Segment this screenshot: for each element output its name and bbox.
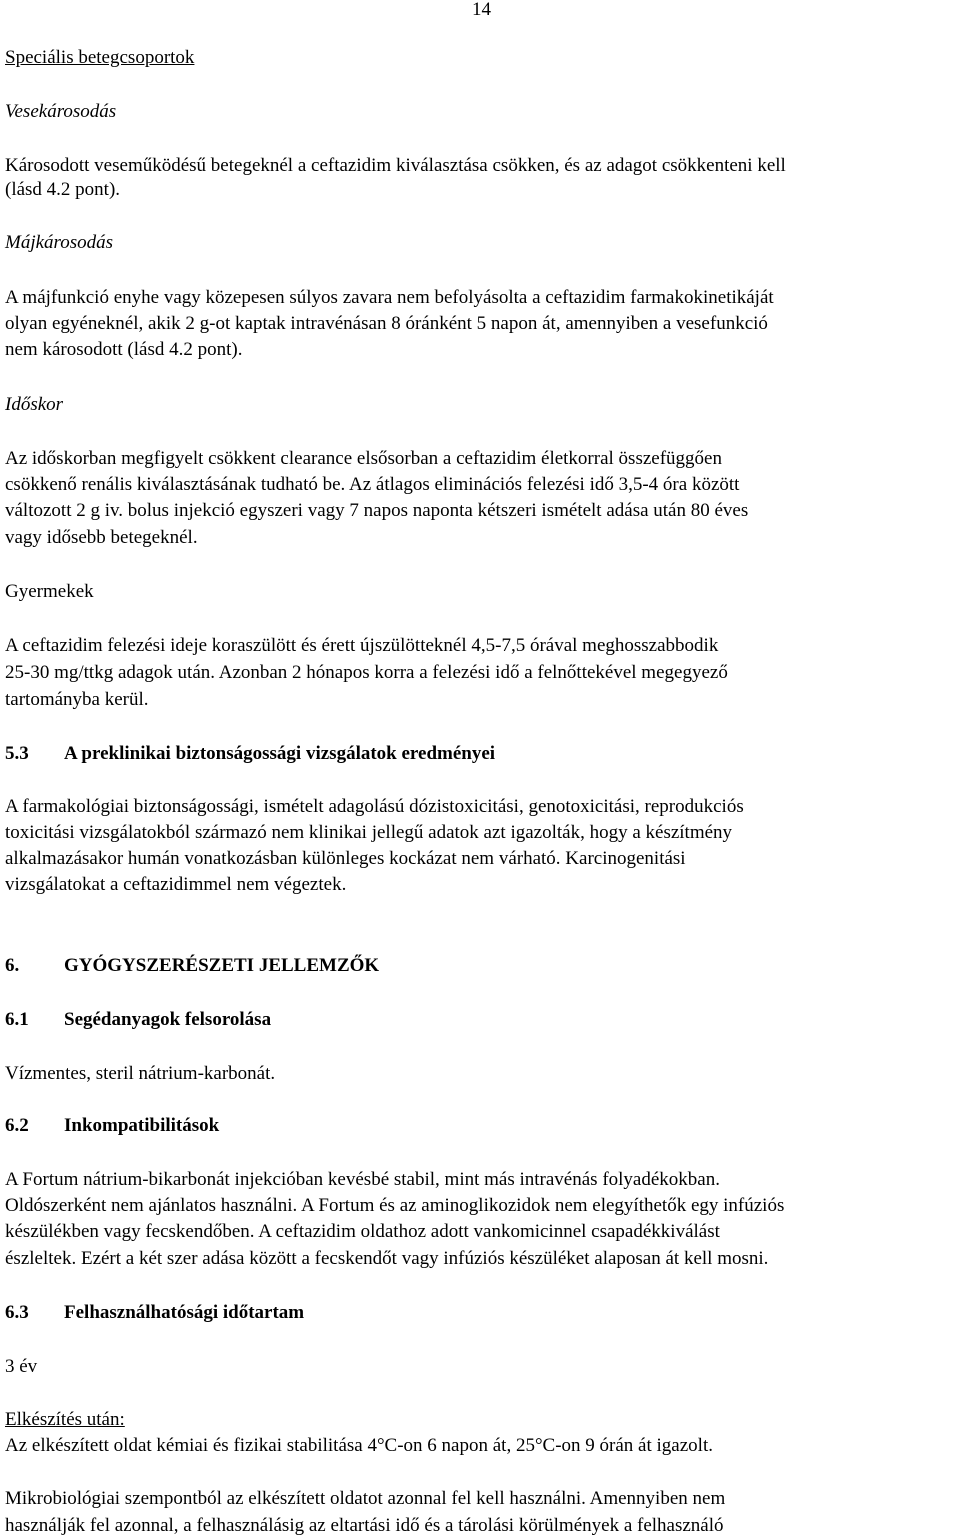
section-number: 6.2: [5, 1115, 29, 1136]
section-title: A preklinikai biztonságossági vizsgálatok eredményei: [64, 743, 496, 764]
children-text-line: tartományba kerül.: [5, 689, 149, 710]
section-6-1-heading: [5, 1009, 271, 1031]
after-preparation-heading: Elkészítés után:: [5, 1409, 125, 1430]
section-6-3-heading: [5, 1302, 304, 1324]
section-5-3-text-line: alkalmazásakor humán vonatkozásban különleges kockázat nem várható. Karcinogenitási: [5, 848, 686, 869]
hepatic-heading: Májkárosodás: [5, 232, 114, 253]
renal-heading: Vesekárosodás: [5, 101, 117, 122]
microbiology-text-line: Mikrobiológiai szempontból az elkészített oldatot azonnal fel kell használni. Amennyiben nem: [5, 1488, 726, 1509]
children-heading: Gyermekek: [5, 581, 94, 602]
section-title: Segédanyagok felsorolása: [64, 1009, 272, 1030]
hepatic-text-line: nem károsodott (lásd 4.2 pont).: [5, 339, 243, 360]
after-preparation-text: Az elkészített oldat kémiai és fizikai stabilitása 4°C-on 6 napon át, 25°C-on 9 órán át igazolt.: [5, 1435, 713, 1456]
page-number: 14: [472, 0, 491, 20]
elderly-text-line: vagy idősebb betegeknél.: [5, 527, 198, 548]
section-5-3-heading: [5, 743, 495, 765]
section-6-heading: [5, 955, 379, 977]
elderly-heading: Időskor: [5, 394, 64, 415]
section-title: Inkompatibilitások: [64, 1115, 220, 1136]
section-number: 6.: [5, 955, 20, 976]
section-6-2-heading: [5, 1115, 219, 1137]
microbiology-text-line: használják fel azonnal, a felhasználásig az eltartási idő és a tárolási körülmények a felhasználó: [5, 1515, 724, 1536]
special-groups-heading: Speciális betegcsoportok: [5, 47, 195, 68]
section-title: GYÓGYSZERÉSZETI JELLEMZŐK: [64, 955, 380, 976]
section-5-3-text-line: toxicitási vizsgálatokból származó nem klinikai jellegű adatok azt igazolták, hogy a készítmény: [5, 822, 733, 843]
section-number: 5.3: [5, 743, 29, 764]
section-5-3-text-line: vizsgálatokat a ceftazidimmel nem végeztek.: [5, 874, 347, 895]
section-5-3-text-line: A farmakológiai biztonságossági, ismételt adagolású dózistoxicitási, genotoxicitási, reprodukciós: [5, 796, 744, 817]
section-6-2-text-line: készülékben vagy fecskendőben. A ceftazidim oldathoz adott vankomicinnel csapadékkiválást: [5, 1221, 720, 1242]
section-6-2-text-line: A Fortum nátrium-bikarbonát injekcióban kevésbé stabil, mint más intravénás folyadékokban.: [5, 1169, 720, 1190]
renal-text-line: Károsodott veseműködésű betegeknél a ceftazidim kiválasztása csökken, és az adagot csökkenteni kell: [5, 155, 786, 176]
elderly-text-line: csökkenő renális kiválasztásának tudható be. Az átlagos eliminációs felezési idő 3,5-4 óra között: [5, 474, 740, 495]
renal-text-line: (lásd 4.2 pont).: [5, 179, 121, 200]
shelf-life-text: 3 év: [5, 1356, 38, 1377]
section-number: 6.1: [5, 1009, 29, 1030]
section-number: 6.3: [5, 1302, 29, 1323]
children-text-line: 25-30 mg/ttkg adagok után. Azonban 2 hónapos korra a felezési idő a felnőttekével megegyező: [5, 662, 728, 683]
section-6-1-text: Vízmentes, steril nátrium-karbonát.: [5, 1063, 276, 1084]
elderly-text-line: Az időskorban megfigyelt csökkent clearance elsősorban a ceftazidim életkorral összefüggően: [5, 448, 722, 469]
hepatic-text-line: olyan egyéneknél, akik 2 g-ot kaptak intravénásan 8 óránként 5 napon át, amennyiben a vesefunkció: [5, 313, 768, 334]
section-title: Felhasználhatósági időtartam: [64, 1302, 305, 1323]
elderly-text-line: változott 2 g iv. bolus injekció egyszeri vagy 7 napos naponta kétszeri ismételt adása után 80 éves: [5, 500, 749, 521]
section-6-2-text-line: észleltek. Ezért a két szer adása között a fecskendőt vagy infúziós készüléket alaposan át kell mosni.: [5, 1248, 769, 1269]
section-6-2-text-line: Oldószerként nem ajánlatos használni. A Fortum és az aminoglikozidok nem elegyíthetők egy infúziós: [5, 1195, 785, 1216]
hepatic-text-line: A májfunkció enyhe vagy közepesen súlyos zavara nem befolyásolta a ceftazidim farmakokinetikáját: [5, 287, 774, 308]
children-text-line: A ceftazidim felezési ideje koraszülött és érett újszülötteknél 4,5-7,5 órával meghosszabbodik: [5, 635, 719, 656]
